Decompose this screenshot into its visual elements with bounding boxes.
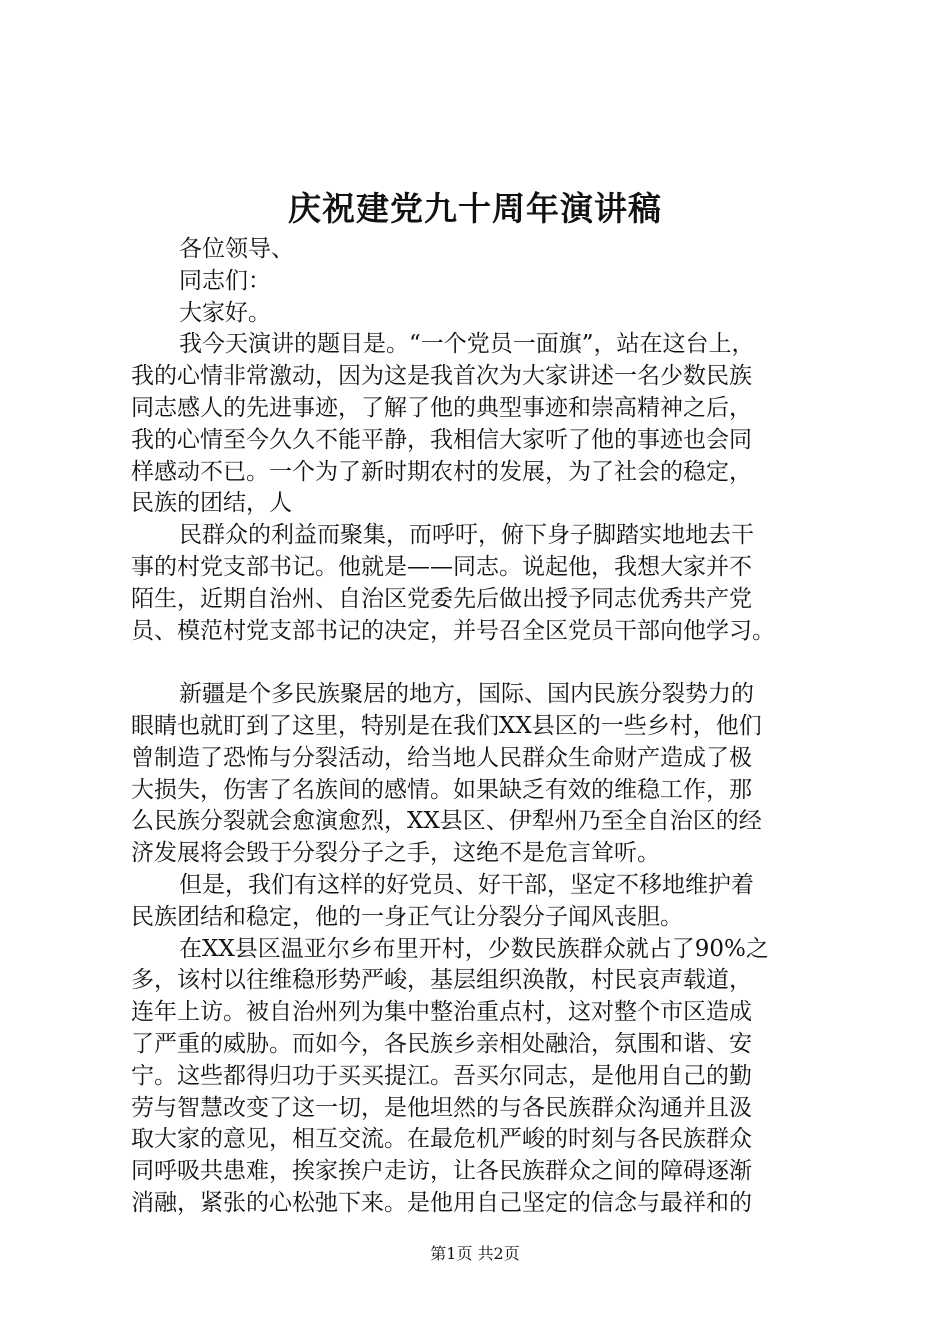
paragraph-line: 了严重的威胁。而如今，各民族乡亲相处融洽，氛围和谐、安: [131, 1030, 752, 1057]
paragraph-line: 大损失，伤害了名族间的感情。如果缺乏有效的维稳工作，那: [131, 776, 752, 803]
paragraph-line: 样感动不已。一个为了新时期农村的发展，为了社会的稳定，: [131, 458, 752, 485]
paragraph-gap: [131, 647, 851, 679]
paragraph-line: 我今天演讲的题目是。“一个党员一面旗”，站在这台上，: [179, 331, 755, 358]
paragraph-line: 济发展将会毁于分裂分子之手，这绝不是危言耸听。: [131, 840, 660, 867]
paragraph-line: 但是，我们有这样的好党员、好干部，坚定不移地维护着: [179, 871, 754, 898]
document-title: 庆祝建党九十周年演讲稿: [288, 189, 662, 228]
salutation-line: 同志们：: [179, 267, 271, 294]
document-body: [131, 234, 851, 1220]
paragraph-line: 同呼吸共患难，挨家挨户走访，让各民族群众之间的障碍逐渐: [131, 1158, 752, 1185]
paragraph-line: 么民族分裂就会愈演愈烈，XX县区、伊犁州乃至全自治区的经: [131, 808, 762, 835]
paragraph-line: 曾制造了恐怖与分裂活动，给当地人民群众生命财产造成了极: [131, 744, 752, 771]
paragraph-line: 陌生，近期自治州、自治区党委先后做出授予同志优秀共产党: [131, 585, 752, 612]
paragraph-line: 劳与智慧改变了这一切，是他坦然的与各民族群众沟通并且汲: [131, 1094, 752, 1121]
paragraph-line: 民群众的利益而聚集，而呼吁，俯下身子脚踏实地地去干: [179, 522, 754, 549]
paragraph-line: 同志感人的先进事迹，了解了他的典型事迹和崇高精神之后，: [131, 394, 752, 421]
paragraph-line: 消融，紧张的心松弛下来。是他用自己坚定的信念与最祥和的: [131, 1189, 752, 1216]
paragraph-line: 我的心情非常激动，因为这是我首次为大家讲述一名少数民族: [131, 363, 752, 390]
paragraph-line: 民族的团结，人: [131, 490, 292, 517]
paragraph-line: 宁。这些都得归功于买买提江。吾买尔同志，是他用自己的勤: [131, 1062, 752, 1089]
greeting-line: 大家好。: [179, 299, 271, 326]
paragraph-line: 多，该村以往维稳形势严峻，基层组织涣散，村民哀声载道，: [131, 967, 752, 994]
paragraph-line: 民族团结和稳定，他的一身正气让分裂分子闻风丧胆。: [131, 903, 683, 930]
salutation-line: 各位领导、: [179, 236, 294, 262]
paragraph-line: 新疆是个多民族聚居的地方，国际、国内民族分裂势力的: [179, 681, 754, 708]
paragraph-line: 事的村党支部书记。他就是——同志。说起他，我想大家并不: [131, 553, 752, 580]
paragraph-line: 取大家的意见，相互交流。在最危机严峻的时刻与各民族群众: [131, 1126, 752, 1153]
paragraph-line: 连年上访。被自治州列为集中整治重点村，这对整个市区造成: [131, 999, 752, 1026]
paragraph-line: 我的心情至今久久不能平静，我相信大家听了他的事迹也会同: [131, 426, 752, 453]
paragraph-line: 员、模范村党支部书记的决定，并号召全区党员干部向他学习。: [131, 617, 775, 644]
paragraph-line: 在XX县区温亚尔乡布里开村，少数民族群众就占了90%之: [179, 935, 769, 962]
page-footer: 第1页 共2页: [430, 1244, 520, 1263]
paragraph-line: 眼睛也就盯到了这里，特别是在我们XX县区的一些乡村，他们: [131, 712, 762, 739]
